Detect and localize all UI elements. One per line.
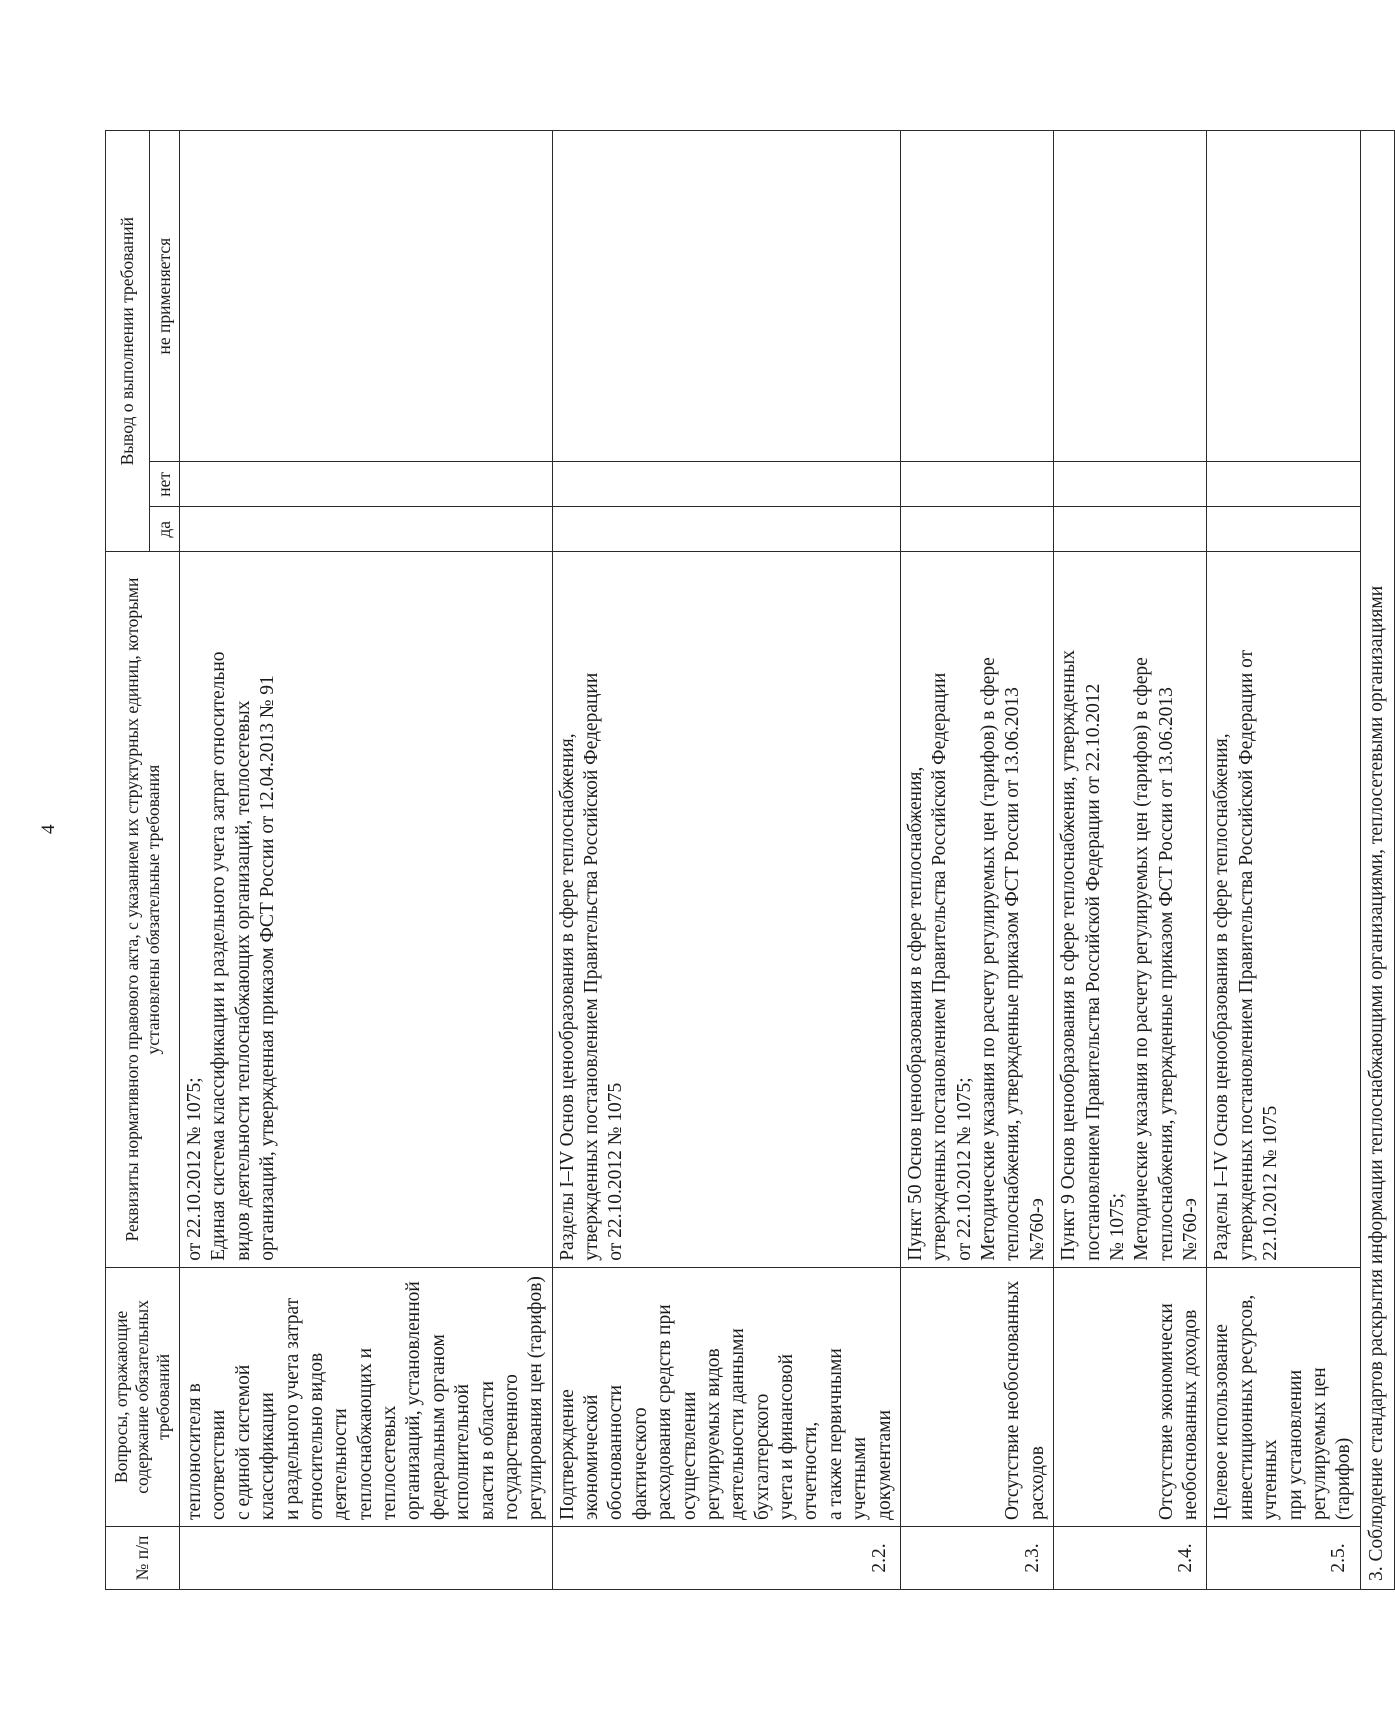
cell-no <box>1207 462 1360 507</box>
table-row <box>180 131 553 1590</box>
row-question: Отсутствие экономически необоснованных доходов <box>1054 1267 1207 1526</box>
row-num: 2.3. <box>900 1526 1053 1589</box>
header-na: не применяется <box>150 131 180 462</box>
row-requisites: от 22.10.2012 № 1075; Единая система классификации и раздельного учета затрат относительно видов деятельности теплоснабжающих организаций, теплосетевых организаций, утвержденная приказом ФСТ России от 12.04.2013 № 91 <box>180 552 553 1267</box>
cell-no <box>180 462 553 507</box>
row-requisites: Разделы I–IV Основ ценообразования в сфере теплоснабжения, утвержденных постановлением Правительства Российской Федерации от 22.10.2012 № 1075 <box>552 552 900 1267</box>
cell-yes <box>552 507 900 552</box>
section-row <box>1360 131 1394 1590</box>
row-num: 2.4. <box>1054 1526 1207 1589</box>
cell-na <box>1207 131 1360 462</box>
cell-yes <box>1207 507 1360 552</box>
cell-no <box>900 462 1053 507</box>
cell-yes <box>1054 507 1207 552</box>
header-question: Вопросы, отражающие содержание обязательных требований <box>106 1267 180 1526</box>
section-3-title: 3. Соблюдение стандартов раскрытия информации теплоснабжающими организациями, теплосетевыми организациями <box>1360 131 1394 1590</box>
rotated-table-wrapper <box>105 130 1387 1590</box>
header-yes: да <box>150 507 180 552</box>
header-no: нет <box>150 462 180 507</box>
cell-yes <box>180 507 553 552</box>
cell-no <box>552 462 900 507</box>
row-requisites: Пункт 50 Основ ценообразования в сфере теплоснабжения, утвержденных постановлением Правительства Российской Федерации от 22.10.2012 № 1075; Методические указания по расчету регулируемых цен (тарифов) в сфере теплоснабжения, утвержденные приказом ФСТ России от 13.06.2013 №760-э <box>900 552 1053 1267</box>
header-conclusion: Вывод о выполнении требований <box>106 131 150 552</box>
row-num: 2.2. <box>552 1526 900 1589</box>
row-num: 2.5. <box>1207 1526 1360 1589</box>
header-num: № п/п <box>106 1526 180 1589</box>
row-question: Целевое использование инвестиционных ресурсов, учтенных при установлении регулируемых цен (тарифов) <box>1207 1267 1360 1526</box>
row-requisites: Пункт 9 Основ ценообразования в сфере теплоснабжения, утвержденных постановлением Правительства Российской Федерации от 22.10.2012 № 1075; Методические указания по расчету регулируемых цен (тарифов) в сфере теплоснабжения, утвержденные приказом ФСТ России от 13.06.2013 №760-э <box>1054 552 1207 1267</box>
page-number: 4 <box>38 824 59 834</box>
table-row <box>1054 131 1207 1590</box>
table-row <box>552 131 900 1590</box>
table-row <box>1207 131 1360 1590</box>
requirements-table <box>105 130 1395 1590</box>
cell-na <box>1054 131 1207 462</box>
table-row <box>900 131 1053 1590</box>
cell-na <box>180 131 553 462</box>
cell-na <box>900 131 1053 462</box>
row-question: Подтверждение экономической обоснованности фактического расходования средств при осуществлении регулируемых видов деятельности данными бухгалтерского учета и финансовой отчетности, а также первичными учетными документами <box>552 1267 900 1526</box>
row-num <box>180 1526 553 1589</box>
row-question: теплоносителя в соответствии с единой системой классификации и раздельного учета затрат относительно видов деятельности теплоснабжающих и теплосетевых организаций, установленной федеральным органом исполнительной власти в области государственного регулирования цен (тарифов) <box>180 1267 553 1526</box>
header-requisites: Реквизиты нормативного правового акта, с указанием их структурных единиц, которыми установлены обязательные требования <box>106 552 180 1267</box>
cell-na <box>552 131 900 462</box>
row-question: Отсутствие необоснованных расходов <box>900 1267 1053 1526</box>
row-requisites: Разделы I–IV Основ ценообразования в сфере теплоснабжения, утвержденных постановлением Правительства Российской Федерации от 22.10.2012 № 1075 <box>1207 552 1360 1267</box>
cell-no <box>1054 462 1207 507</box>
cell-yes <box>900 507 1053 552</box>
